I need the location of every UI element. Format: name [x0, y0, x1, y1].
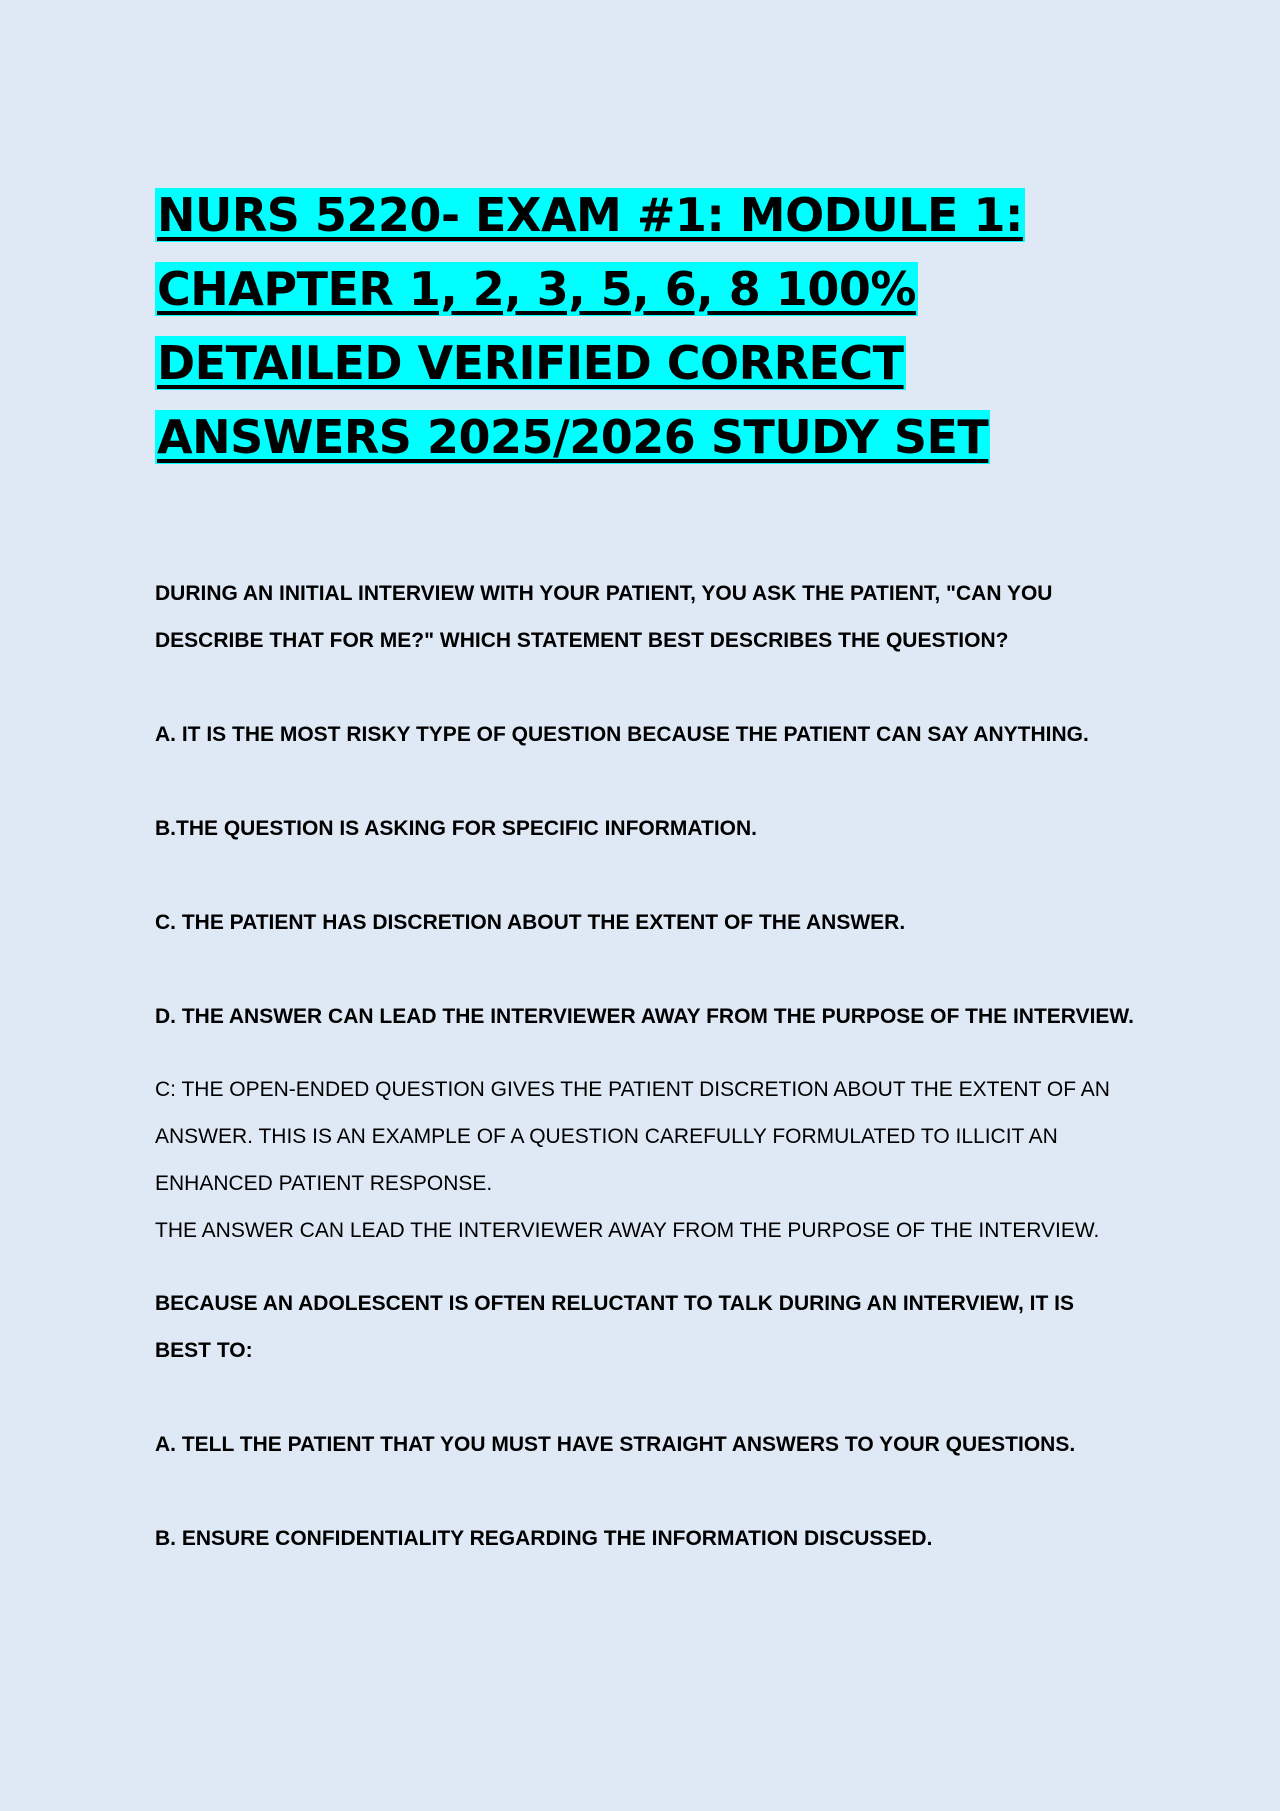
question-1-option-d: D. THE ANSWER CAN LEAD THE INTERVIEWER AWAY FROM THE PURPOSE OF THE INTERVIEW.: [155, 1005, 1134, 1028]
question-1-option-a: A. IT IS THE MOST RISKY TYPE OF QUESTION BECAUSE THE PATIENT CAN SAY ANYTHING.: [155, 723, 1089, 746]
document-content: [155, 178, 1135, 1562]
document-title: [155, 178, 1135, 474]
question-1-answer-extra: THE ANSWER CAN LEAD THE INTERVIEWER AWAY FROM THE PURPOSE OF THE INTERVIEW.: [155, 1219, 1100, 1242]
title-highlight: NURS 5220- EXAM #1: MODULE 1: CHAPTER 1, 2, 3, 5, 6, 8 100% DETAILED VERIFIED CORRECT ANSWERS 2025/2026 STUDY SET: [157, 188, 1023, 464]
question-1-option-c: C. THE PATIENT HAS DISCRETION ABOUT THE EXTENT OF THE ANSWER.: [155, 911, 906, 934]
question-1-answer: C: THE OPEN-ENDED QUESTION GIVES THE PATIENT DISCRETION ABOUT THE EXTENT OF AN ANSWER. THIS IS AN EXAMPLE OF A QUESTION CAREFULLY FORMULATED TO ILLICIT AN ENHANCED PATIENT RESPONSE.: [155, 1078, 1110, 1195]
question-2: BECAUSE AN ADOLESCENT IS OFTEN RELUCTANT TO TALK DURING AN INTERVIEW, IT IS BEST TO:: [155, 1292, 1074, 1362]
question-1-option-b: B.THE QUESTION IS ASKING FOR SPECIFIC INFORMATION.: [155, 817, 758, 840]
question-2-option-b: B. ENSURE CONFIDENTIALITY REGARDING THE INFORMATION DISCUSSED.: [155, 1527, 933, 1550]
question-1: DURING AN INITIAL INTERVIEW WITH YOUR PATIENT, YOU ASK THE PATIENT, "CAN YOU DESCRIBE THAT FOR ME?" WHICH STATEMENT BEST DESCRIBES THE QUESTION?: [155, 582, 1053, 652]
question-2-option-a: A. TELL THE PATIENT THAT YOU MUST HAVE STRAIGHT ANSWERS TO YOUR QUESTIONS.: [155, 1433, 1076, 1456]
